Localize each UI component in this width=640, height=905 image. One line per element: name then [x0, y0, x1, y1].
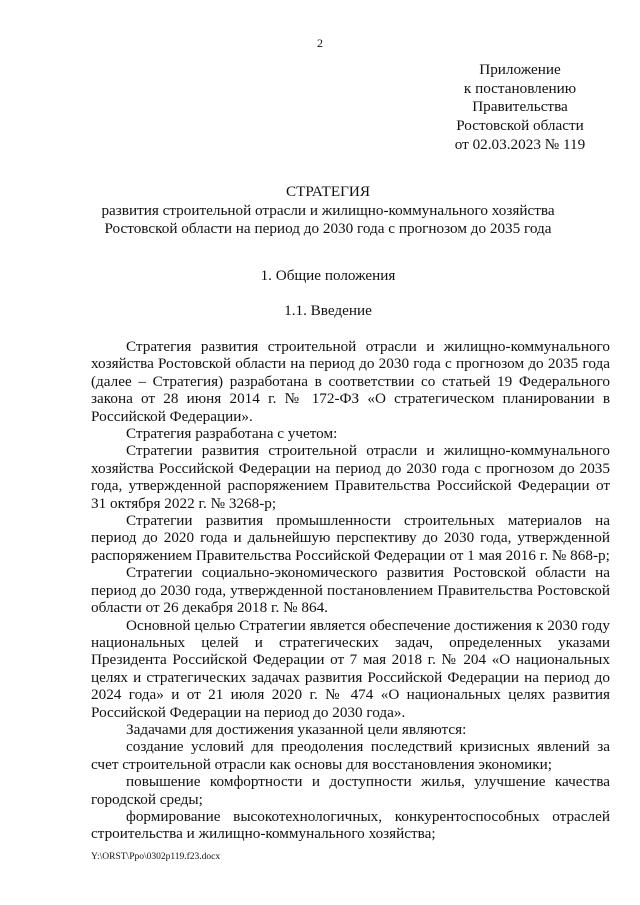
appendix-line: от 02.03.2023 № 119	[454, 135, 586, 153]
appendix-line: Ростовской области	[456, 117, 584, 135]
appendix-line: к постановлению	[463, 79, 577, 97]
appendix-line: Приложение	[479, 61, 561, 78]
list-item: повышение комфортности и доступности жилья, улучшение качества городской среды;	[91, 773, 610, 808]
paragraph: Стратегии развития промышленности строительных материалов на период до 2020 года и дальнейшую перспективу до 2030 года, утвержденной распоряжением Правительства Российской Федерации от 1 мая 2016 г. № 868-р;	[91, 512, 610, 564]
list-item: формирование высокотехнологичных, конкурентоспособных отраслей строительства и жилищно-коммунального хозяйства;	[91, 807, 610, 843]
paragraph: Стратегия развития строительной отрасли и жилищно-коммунального хозяйства Ростовской области на период до 2030 года с прогнозом до 2035 года (далее – Стратегия) разработана в соответствии со статьей 19 Федерального закона от 28 июня 2014 г. № 172-ФЗ «О стратегическом планировании в Российской Федерации».	[91, 338, 610, 425]
appendix-line: Правительства	[472, 98, 568, 116]
section-heading: 1. Общие положения	[260, 267, 396, 284]
page-number: 2	[317, 36, 323, 50]
document-subtitle-line: Ростовской области на период до 2030 года с прогнозом до 2035 года	[104, 220, 552, 237]
paragraph: Стратегии развития строительной отрасли и жилищно-коммунального хозяйства Российской Федерации на период до 2030 года с прогнозом до 2035 года, утвержденной распоряжением Правительства Российской Федерации от 31 октября 2022 г. № 3268-р;	[91, 442, 610, 512]
subsection-heading: 1.1. Введение	[284, 302, 372, 319]
appendix-block	[430, 61, 610, 155]
document-subtitle-line: развития строительной отрасли и жилищно-коммунального хозяйства	[101, 201, 555, 219]
paragraph: Стратегии социально-экономического развития Ростовской области на период до 2030 года, утвержденной постановлением Правительства Ростовской области от 26 декабря 2018 г. № 864.	[91, 564, 610, 617]
paragraph: Стратегия разработана с учетом:	[126, 425, 338, 443]
paragraph: Задачами для достижения указанной цели являются:	[126, 720, 467, 738]
footer-file-path: Y:\ORST\Ppo\0302p119.f23.docx	[91, 852, 221, 862]
document-title: СТРАТЕГИЯ	[286, 183, 370, 200]
body-text	[91, 338, 610, 843]
list-item: создание условий для преодоления последствий кризисных явлений за счет строительной отрасли как основы для восстановления экономики;	[91, 738, 610, 773]
paragraph: Основной целью Стратегии является обеспечение достижения к 2030 году национальных целей и стратегических задач, определенных указами Президента Российской Федерации от 7 мая 2018 г. № 204 «О национальных целях и стратегических задачах развития Российской Федерации на период до 2024 года» и от 21 июля 2020 г. № 474 «О национальных целях развития Российской Федерации на период до 2030 года».	[91, 616, 610, 721]
document-title-block	[60, 183, 596, 239]
